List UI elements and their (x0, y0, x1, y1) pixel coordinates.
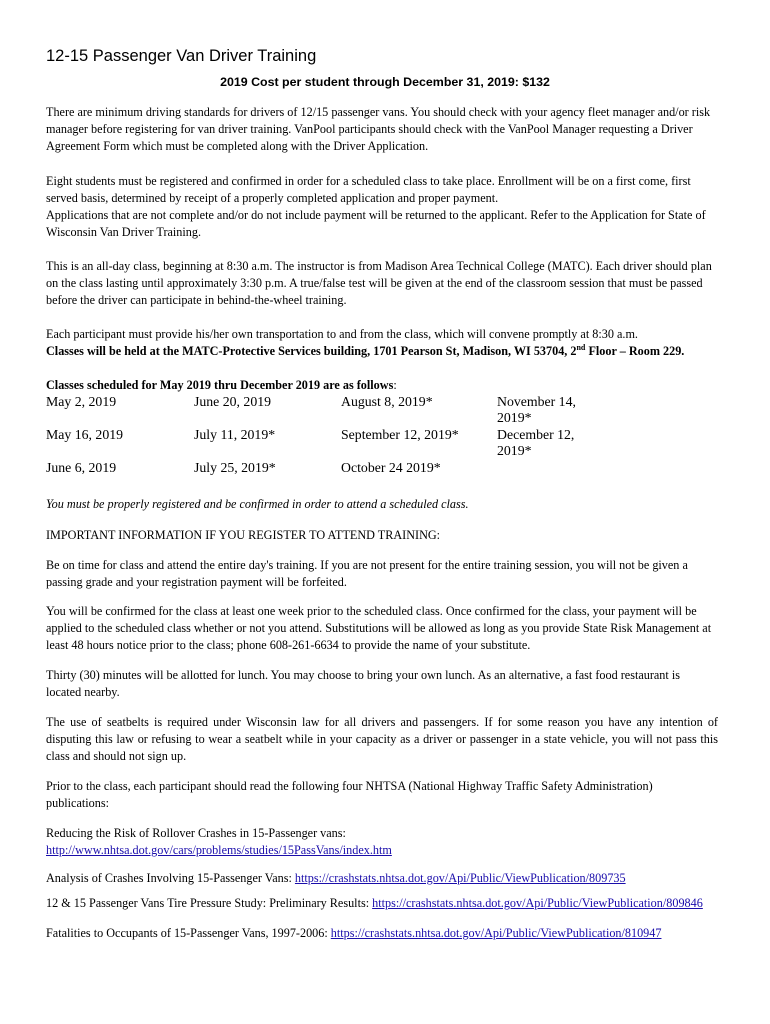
schedule-row (46, 460, 646, 493)
schedule-date: September 12, 2019* (341, 427, 459, 442)
cost-line: 2019 Cost per student through December 31, 2019: $132 (220, 75, 550, 89)
publication-1 (46, 825, 718, 859)
schedule-heading (46, 377, 718, 394)
schedule-date: August 8, 2019* (341, 394, 433, 409)
publication-1-link[interactable]: http://www.nhtsa.dot.gov/cars/problems/studies/15PassVans/index.htm (46, 843, 392, 857)
schedule-date: October 24 2019* (341, 460, 441, 475)
schedule-date: June 20, 2019 (194, 394, 272, 409)
confirmation-paragraph: You will be confirmed for the class at least one week prior to the scheduled class. Once confirmed for the class, your payment will be applied to the scheduled class whether or not you attend. Substitutions will be allowed as long as you provide State Risk Management at least 48 hours notice prior to the class; phone 608-261-6634 to provide the name of your substitute. (46, 604, 712, 652)
schedule-heading-text: Classes scheduled for May 2019 thru December 2019 are as follows (46, 378, 394, 392)
publication-4 (46, 925, 718, 942)
schedule-row (46, 427, 646, 460)
publication-3 (46, 895, 736, 912)
publication-1-label: Reducing the Risk of Rollover Crashes in 15-Passenger vans: (46, 826, 346, 840)
intro-paragraph: There are minimum driving standards for drivers of 12/15 passenger vans. You should check with your agency fleet manager and/or risk manager before registering for van driver training. VanPool participants should check with the VanPool Manager requesting a Driver Agreement Form which must be completed along with the Driver Application. (46, 105, 711, 153)
schedule-date: May 16, 2019 (46, 427, 124, 442)
lunch-paragraph: Thirty (30) minutes will be allotted for lunch. You may choose to bring your own lunch. As an alternative, a fast food restaurant is located nearby. (46, 668, 680, 699)
schedule-date: December 12, 2019* (497, 427, 575, 458)
schedule-date: May 2, 2019 (46, 394, 117, 409)
schedule-row (46, 394, 646, 427)
important-heading: IMPORTANT INFORMATION IF YOU REGISTER TO ATTEND TRAINING: (46, 528, 441, 542)
class-info-paragraph: This is an all-day class, beginning at 8:30 a.m. The instructor is from Madison Area Technical College (MATC). Each driver should plan on the class lasting until approximately 3:30 p.m. A true/false test will be given at the end of the classroom session that must be passed before the driver can participate in behind-the-wheel training. (46, 259, 712, 307)
prior-reading-paragraph: Prior to the class, each participant should read the following four NHTSA (National Highway Traffic Safety Administration) publications: (46, 779, 653, 810)
location-text-end: Floor – Room 229. (585, 344, 685, 358)
publication-4-label: Fatalities to Occupants of 15-Passenger Vans, 1997-2006: (46, 926, 331, 940)
on-time-paragraph: Be on time for class and attend the entire day's training. If you are not present for the entire training session, you will not be given a passing grade and your registration payment will be forfeited. (46, 558, 688, 589)
location-superscript: nd (576, 342, 586, 352)
publication-3-link[interactable]: https://crashstats.nhtsa.dot.gov/Api/Public/ViewPublication/809846 (372, 896, 703, 910)
location-paragraph (46, 343, 718, 360)
publication-2-label: Analysis of Crashes Involving 15-Passenger Vans: (46, 871, 295, 885)
applications-paragraph: Applications that are not complete and/or do not include payment will be returned to the applicant. Refer to the Application for State of Wisconsin Van Driver Training. (46, 208, 706, 239)
publication-4-link[interactable]: https://crashstats.nhtsa.dot.gov/Api/Public/ViewPublication/810947 (330, 926, 662, 940)
schedule-date: July 25, 2019* (194, 460, 276, 475)
schedule-heading-colon: : (393, 378, 397, 392)
publication-2-link[interactable]: https://crashstats.nhtsa.dot.gov/Api/Public/ViewPublication/809735 (294, 871, 626, 885)
publication-3-label: 12 & 15 Passenger Vans Tire Pressure Study: Preliminary Results: (46, 896, 373, 910)
enrollment-paragraph: Eight students must be registered and confirmed in order for a scheduled class to take place. Enrollment will be on a first come, first served basis, determined by receipt of a properly completed application and proper payment. (46, 174, 691, 205)
schedule-table (46, 394, 646, 493)
page-title: 12-15 Passenger Van Driver Training (46, 47, 317, 65)
location-text: Classes will be held at the MATC-Protective Services building, 1701 Pearson St, Madison, WI 53704, 2 (46, 344, 577, 358)
schedule-date: July 11, 2019* (194, 427, 276, 442)
schedule-date: June 6, 2019 (46, 460, 117, 475)
schedule-date: November 14, 2019* (497, 394, 576, 425)
transport-paragraph: Each participant must provide his/her own transportation to and from the class, which will convene promptly at 8:30 a.m. (46, 327, 638, 341)
registration-note: You must be properly registered and be confirmed in order to attend a scheduled class. (46, 497, 469, 511)
publication-2 (46, 870, 718, 887)
seatbelts-paragraph: The use of seatbelts is required under Wisconsin law for all drivers and passengers. If for some reason you have any intention of disputing this law or refusing to wear a seatbelt while in your capacity as a driver or passenger in a state vehicle, you will not pass this class and should not sign up. (46, 715, 718, 763)
